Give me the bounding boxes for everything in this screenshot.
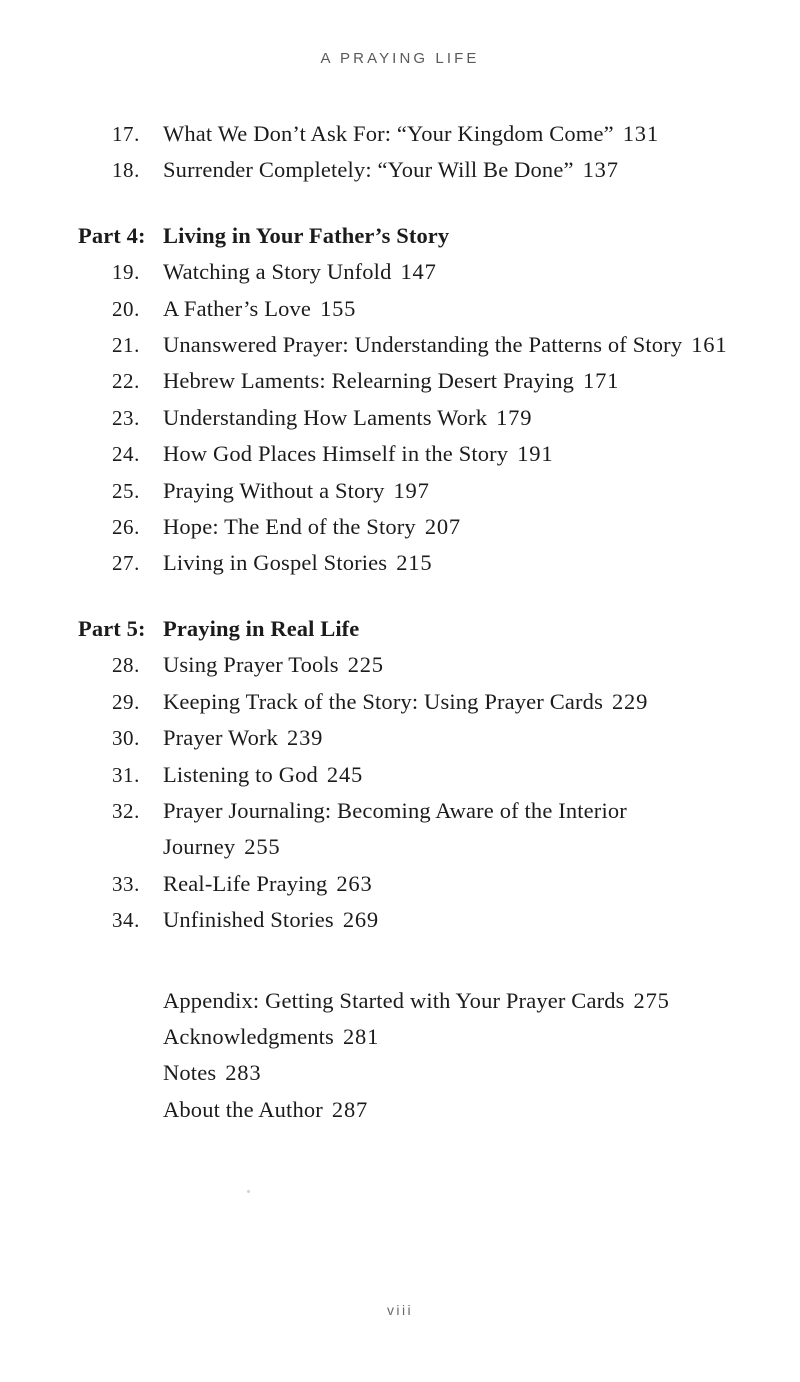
- back-matter-entry[interactable]: [163, 1055, 728, 1091]
- toc-entry[interactable]: [78, 509, 728, 545]
- page-folio: viii: [387, 1302, 413, 1318]
- toc-entry-page: 197: [393, 477, 430, 503]
- toc-entry-title: How God Places Himself in the Story: [163, 441, 509, 467]
- toc-entry-number: 25.: [111, 478, 140, 503]
- toc-entry-page: 147: [400, 259, 437, 285]
- toc-entry-title: Praying Without a Story: [163, 477, 385, 503]
- toc-entry[interactable]: [78, 473, 728, 509]
- table-of-contents: [78, 116, 728, 1128]
- toc-entry-number: 18.: [111, 158, 140, 183]
- toc-entry[interactable]: [78, 684, 728, 720]
- toc-entry-page: 215: [396, 550, 433, 576]
- toc-entry[interactable]: [78, 720, 728, 756]
- toc-entry-number: 34.: [111, 908, 140, 933]
- toc-entry-title: Prayer Journaling: Becoming Aware of the Interior Journey: [163, 797, 627, 860]
- back-matter-title: About the Author: [163, 1096, 323, 1122]
- toc-entry-number: 17.: [111, 122, 140, 146]
- toc-entry-page: 137: [582, 157, 619, 183]
- toc-entry-number: 28.: [111, 653, 140, 678]
- toc-entry[interactable]: [78, 647, 728, 683]
- toc-entry-title: Hope: The End of the Story: [163, 514, 416, 540]
- part-label: Part 5:: [78, 615, 146, 641]
- toc-entry-number: 32.: [111, 798, 140, 823]
- toc-entry-title: Understanding How Laments Work: [163, 404, 488, 430]
- toc-entry[interactable]: [78, 757, 728, 793]
- toc-entry-title: Real-Life Praying: [163, 870, 328, 896]
- toc-entry-page: 255: [244, 834, 281, 860]
- toc-entry-title: Unfinished Stories: [163, 907, 334, 933]
- toc-entry-title: Surrender Completely: “Your Will Be Done”: [163, 157, 574, 183]
- part-title: Living in Your Father’s Story: [163, 222, 450, 248]
- toc-entry[interactable]: [78, 327, 728, 363]
- section-spacer: [78, 582, 728, 611]
- toc-entry-title: Hebrew Laments: Relearning Desert Praying: [163, 368, 575, 394]
- toc-entry-page: 179: [496, 404, 533, 430]
- toc-entry[interactable]: [78, 254, 728, 290]
- part-heading: [78, 611, 728, 647]
- toc-entry[interactable]: [78, 793, 728, 866]
- toc-entry-page: 245: [326, 761, 364, 787]
- part-title: Praying in Real Life: [163, 615, 360, 641]
- toc-entry-number: 33.: [111, 871, 140, 896]
- part-heading: [78, 218, 728, 254]
- back-matter-title: Notes: [163, 1060, 217, 1086]
- toc-entry-number: 23.: [111, 405, 140, 430]
- toc-entry-page: 229: [611, 688, 649, 714]
- toc-entry[interactable]: [78, 152, 728, 188]
- toc-entry-number: 21.: [111, 333, 140, 358]
- toc-entry-page: 239: [287, 725, 324, 751]
- toc-entry-number: 24.: [111, 442, 140, 467]
- toc-back-matter: [78, 983, 728, 1129]
- toc-entry-page: 155: [320, 295, 357, 321]
- toc-entry-title: Watching a Story Unfold: [163, 259, 392, 285]
- toc-entry-title: Unanswered Prayer: Understanding the Patterns of Story: [163, 332, 683, 358]
- toc-entry-number: 22.: [111, 369, 140, 394]
- toc-entry-page: 131: [622, 121, 659, 146]
- toc-entry[interactable]: [78, 363, 728, 399]
- back-matter-title: Appendix: Getting Started with Your Prayer Cards: [163, 987, 625, 1013]
- toc-entry[interactable]: [78, 400, 728, 436]
- back-matter-page: 281: [342, 1023, 380, 1049]
- toc-entry-page: 269: [342, 907, 379, 933]
- toc-entry-number: 20.: [111, 296, 140, 321]
- back-matter-entry[interactable]: [163, 1092, 728, 1128]
- part-label: Part 4:: [78, 222, 146, 248]
- toc-entry-title: Living in Gospel Stories: [163, 550, 388, 576]
- back-matter-entry[interactable]: [163, 1019, 728, 1055]
- toc-entry-number: 31.: [111, 762, 140, 787]
- toc-entry-page: 161: [691, 332, 728, 358]
- toc-part-5: [78, 611, 728, 939]
- toc-lead-entries: [78, 116, 728, 189]
- toc-entry-page: 191: [517, 441, 554, 467]
- toc-entry[interactable]: [78, 545, 728, 581]
- toc-entry[interactable]: [78, 436, 728, 472]
- toc-entry-number: 29.: [111, 689, 140, 714]
- toc-entry[interactable]: [78, 866, 728, 902]
- toc-entry-title: Listening to God: [163, 761, 318, 787]
- toc-entry-number: 19.: [111, 260, 140, 285]
- back-matter-page: 287: [331, 1096, 369, 1122]
- toc-entry[interactable]: [78, 291, 728, 327]
- toc-entry-title: Using Prayer Tools: [163, 652, 339, 678]
- toc-entry-title: Prayer Work: [163, 725, 279, 751]
- running-head: A PRAYING LIFE: [320, 50, 480, 67]
- section-spacer: [78, 189, 728, 218]
- toc-entry-number: 30.: [111, 726, 140, 751]
- toc-entry-title: Keeping Track of the Story: Using Prayer Cards: [163, 688, 603, 714]
- toc-entry-number: 26.: [111, 515, 140, 540]
- toc-entry-page: 263: [336, 870, 373, 896]
- toc-entry-title: What We Don’t Ask For: “Your Kingdom Come”: [163, 121, 614, 146]
- toc-entry-page: 225: [347, 652, 384, 678]
- back-matter-page: 283: [225, 1060, 262, 1086]
- back-matter-page: 275: [633, 987, 670, 1013]
- toc-entry[interactable]: [78, 902, 728, 938]
- toc-entry-number: 27.: [111, 551, 140, 576]
- toc-part-4: [78, 218, 728, 582]
- back-matter-title: Acknowledgments: [163, 1023, 334, 1049]
- back-matter-entry[interactable]: [163, 983, 728, 1019]
- toc-entry[interactable]: [78, 116, 728, 152]
- page-artifact-speck: [247, 1190, 250, 1193]
- toc-entry-page: 207: [424, 514, 461, 540]
- toc-entry-title: A Father’s Love: [163, 295, 312, 321]
- toc-entry-page: 171: [583, 368, 620, 394]
